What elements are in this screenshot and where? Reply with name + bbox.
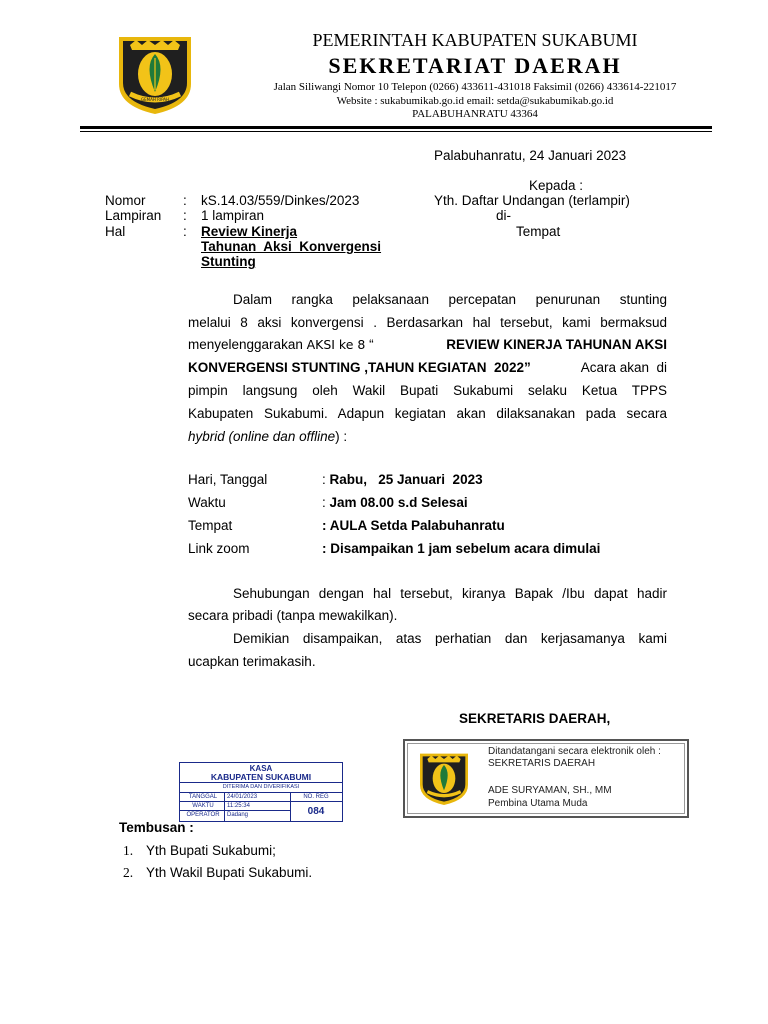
letterhead-office: SEKRETARIAT DAERAH: [328, 53, 622, 78]
letter-date: Palabuhanratu, 24 Januari 2023: [434, 148, 627, 163]
kasa-tanggal-label: TANGGAL: [188, 794, 218, 800]
aksi-ke-8-text: AKSI ke 8: [306, 337, 366, 352]
detail-value-tempat: [322, 518, 505, 533]
detail-colon: :: [322, 495, 330, 510]
detail-colon: :: [322, 472, 330, 487]
body-p2-line1: Sehubungan dengan hal tersebut, kiranya Bapak /Ibu dapat hadir: [233, 586, 667, 601]
recipient-di: di-: [496, 208, 512, 223]
tembusan-item-2-number: 2.: [123, 865, 134, 880]
esign-line1: Ditandatangani secara elektronik oleh :: [488, 746, 661, 757]
event-title-part2: KONVERGENSI STUNTING ,TAHUN KEGIATAN 2022”: [188, 360, 531, 375]
body-text-fragment: ) :: [335, 429, 348, 444]
body-p3-line2: ucapkan terimakasih.: [188, 654, 316, 669]
tembusan-item-1: Yth Bupati Sukabumi;: [146, 843, 276, 858]
body-text-fragment: Acara akan di: [577, 360, 667, 375]
detail-label-waktu: Waktu: [188, 495, 226, 510]
nomor-value: kS.14.03/559/Dinkes/2023: [201, 193, 360, 208]
kasa-divider: [224, 792, 225, 821]
open-quote: “: [365, 337, 374, 352]
esig-inner-frame: [407, 743, 685, 814]
lampiran-label: Lampiran: [105, 208, 162, 223]
kasa-waktu-value: 11:25:34: [227, 803, 250, 809]
letterhead-rule-thin: [80, 131, 712, 132]
kasa-subtitle: KABUPATEN SUKABUMI: [210, 772, 312, 782]
tembusan-item-2: Yth Wakil Bupati Sukabumi.: [146, 865, 313, 880]
body-p1-line2: melalui 8 aksi konvergensi . Berdasarkan hal tersebut, kami bermaksud: [188, 315, 667, 330]
hal-colon: :: [183, 224, 187, 239]
kasa-waktu-label: WAKTU: [192, 803, 214, 809]
detail-label-link: Link zoom: [188, 541, 250, 556]
letterhead-address: Jalan Siliwangi Nomor 10 Telepon (0266) 433611-431018 Faksimil (0266) 433614-221017: [273, 81, 677, 93]
kasa-operator-value: Dadang: [227, 812, 249, 818]
signature-title: SEKRETARIS DAERAH,: [459, 711, 611, 726]
esign-name: ADE SURYAMAN, SH., MM: [488, 785, 612, 796]
kasa-noreg-value: 084: [307, 806, 325, 817]
kasa-verification-stamp: [179, 762, 343, 822]
body-p3-line1: Demikian disampaikan, atas perhatian dan kerjasamanya kami: [233, 631, 667, 646]
tembusan-title: Tembusan :: [119, 820, 194, 835]
kabupaten-sukabumi-logo: [116, 34, 194, 116]
nomor-label: Nomor: [105, 193, 146, 208]
electronic-signature-box: [403, 739, 689, 818]
nomor-colon: :: [183, 193, 187, 208]
detail-value-waktu: [322, 495, 468, 510]
hal-value-line2: Tahunan Aksi Konvergensi: [201, 239, 382, 254]
letterhead-rule-thick: [80, 126, 712, 129]
detail-value-text: Disampaikan 1 jam sebelum acara dimulai: [330, 541, 601, 556]
recipient-yth: Yth. Daftar Undangan (terlampir): [434, 193, 630, 208]
detail-label-hari: Hari, Tanggal: [188, 472, 268, 487]
recipient-kepada: Kepada :: [529, 178, 584, 193]
esign-rank: Pembina Utama Muda: [488, 798, 588, 809]
letterhead-city: PALABUHANRATU 43364: [412, 108, 538, 120]
tembusan-item-1-number: 1.: [123, 843, 134, 858]
detail-colon: :: [322, 518, 330, 533]
hal-value-line3: Stunting: [201, 254, 256, 269]
letterhead-contact: Website : sukabumikab.go.id email: setda@sukabumikab.go.id: [336, 95, 614, 107]
kasa-title: KASA: [249, 764, 273, 773]
detail-value-text: Jam 08.00 s.d Selesai: [329, 495, 468, 510]
body-p1-line5: pimpin langsung oleh Wakil Bupati Sukabumi selaku Ketua TPPS: [188, 383, 667, 398]
kasa-verified-label: DITERIMA DAN DIVERIFIKASI: [180, 782, 342, 793]
hal-label: Hal: [105, 224, 126, 239]
detail-value-link: [322, 541, 600, 556]
body-p1-line4: [188, 356, 667, 379]
body-text-fragment: menyelenggarakan: [188, 337, 307, 352]
recipient-tempat: Tempat: [516, 224, 561, 239]
esign-line2: SEKRETARIS DAERAH: [488, 758, 596, 769]
body-p1-line3: [188, 333, 667, 356]
detail-value-hari: [322, 472, 483, 487]
detail-label-tempat: Tempat: [188, 518, 233, 533]
body-p1-line6: Kabupaten Sukabumi. Adapun kegiatan akan dilaksanakan pada secara: [188, 406, 667, 421]
kabupaten-sukabumi-logo-small: [418, 751, 470, 807]
kasa-operator-label: OPERATOR: [186, 812, 220, 818]
letterhead-government: PEMERINTAH KABUPATEN SUKABUMI: [312, 30, 638, 50]
detail-colon: :: [322, 541, 331, 556]
kasa-noreg-label: NO. REG: [303, 794, 329, 800]
body-p1-line1: Dalam rangka pelaksanaan percepatan penurunan stunting: [233, 292, 667, 307]
detail-value-text: Rabu, 25 Januari 2023: [329, 472, 483, 487]
body-p1-line7: [188, 425, 667, 448]
hybrid-text: hybrid (online dan offline: [188, 429, 336, 444]
hal-value-line1: Review Kinerja: [201, 224, 298, 239]
body-p2-line2: secara pribadi (tanpa mewakilkan).: [188, 608, 398, 623]
lampiran-value: 1 lampiran: [201, 208, 265, 223]
svg-text:GEMAH RIPAH: GEMAH RIPAH: [141, 97, 169, 102]
detail-value-text: AULA Setda Palabuhanratu: [329, 518, 505, 533]
event-title-part1: REVIEW KINERJA TAHUNAN AKSI: [446, 337, 667, 352]
kasa-tanggal-value: 24/01/2023: [227, 794, 258, 800]
lampiran-colon: :: [183, 208, 187, 223]
